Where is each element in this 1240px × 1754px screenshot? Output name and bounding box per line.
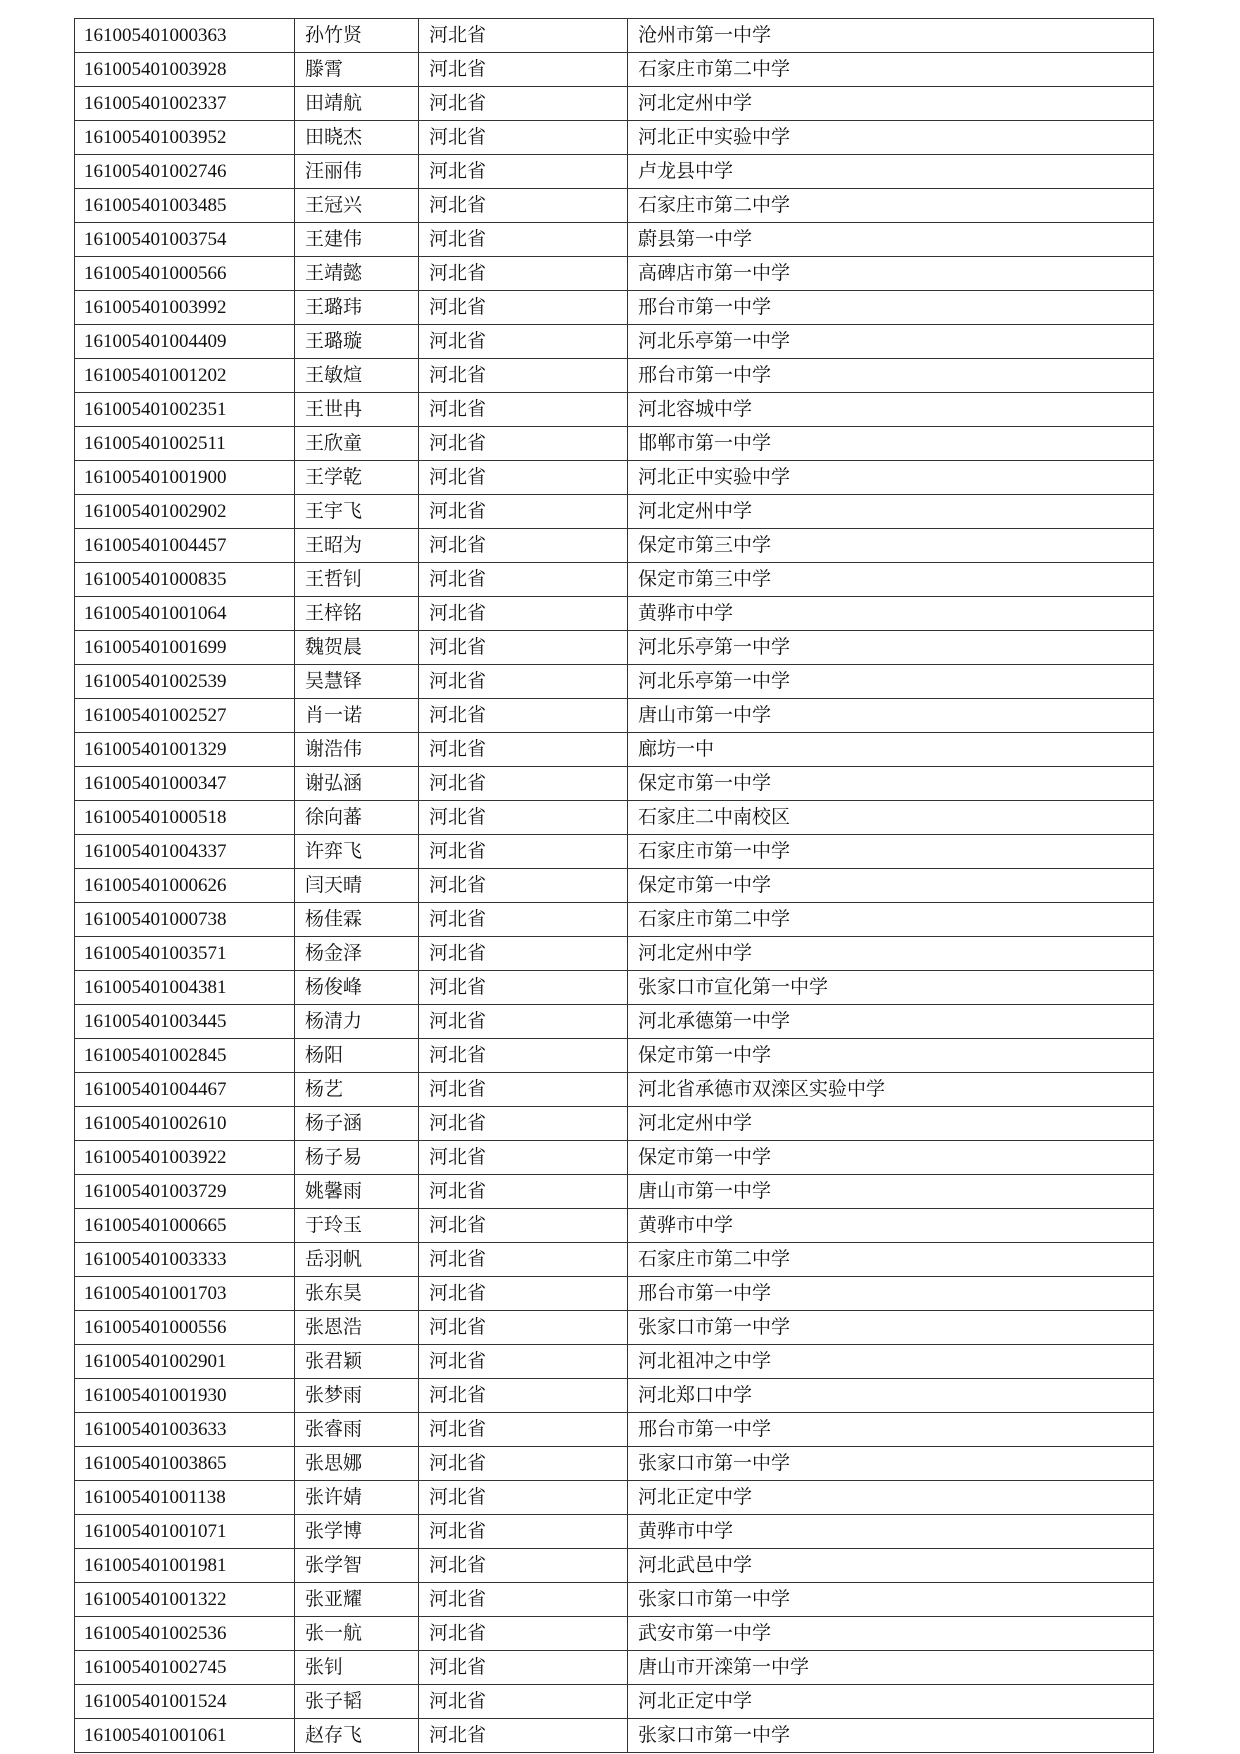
school-cell: 武安市第一中学	[628, 1617, 1154, 1651]
province-cell: 河北省	[419, 767, 628, 801]
province-cell: 河北省	[419, 597, 628, 631]
school-cell: 沧州市第一中学	[628, 19, 1154, 53]
candidate-id-cell: 161005401003633	[75, 1413, 295, 1447]
student-name-cell: 王世冉	[295, 393, 419, 427]
student-name-cell: 王学乾	[295, 461, 419, 495]
candidate-id-cell: 161005401004409	[75, 325, 295, 359]
school-cell: 河北正定中学	[628, 1685, 1154, 1719]
school-cell: 蔚县第一中学	[628, 223, 1154, 257]
province-cell: 河北省	[419, 495, 628, 529]
table-row	[75, 1107, 1154, 1141]
student-name-cell: 张亚耀	[295, 1583, 419, 1617]
province-cell: 河北省	[419, 1141, 628, 1175]
school-cell: 河北乐亭第一中学	[628, 325, 1154, 359]
student-name-cell: 王靖懿	[295, 257, 419, 291]
school-cell: 河北武邑中学	[628, 1549, 1154, 1583]
student-name-cell: 岳羽帆	[295, 1243, 419, 1277]
candidate-id-cell: 161005401002610	[75, 1107, 295, 1141]
roster-table	[74, 18, 1154, 1753]
student-name-cell: 谢浩伟	[295, 733, 419, 767]
school-cell: 河北正中实验中学	[628, 461, 1154, 495]
candidate-id-cell: 161005401001322	[75, 1583, 295, 1617]
candidate-id-cell: 161005401002539	[75, 665, 295, 699]
school-cell: 黄骅市中学	[628, 1515, 1154, 1549]
student-name-cell: 田靖航	[295, 87, 419, 121]
candidate-id-cell: 161005401002337	[75, 87, 295, 121]
school-cell: 河北定州中学	[628, 495, 1154, 529]
province-cell: 河北省	[419, 1549, 628, 1583]
student-name-cell: 谢弘涵	[295, 767, 419, 801]
province-cell: 河北省	[419, 1651, 628, 1685]
candidate-id-cell: 161005401003445	[75, 1005, 295, 1039]
province-cell: 河北省	[419, 87, 628, 121]
table-row	[75, 1277, 1154, 1311]
school-cell: 邢台市第一中学	[628, 359, 1154, 393]
student-name-cell: 徐向蕃	[295, 801, 419, 835]
student-name-cell: 张东昊	[295, 1277, 419, 1311]
table-row	[75, 869, 1154, 903]
student-name-cell: 王昭为	[295, 529, 419, 563]
candidate-id-cell: 161005401000556	[75, 1311, 295, 1345]
province-cell: 河北省	[419, 1107, 628, 1141]
student-name-cell: 张子韬	[295, 1685, 419, 1719]
table-row	[75, 1685, 1154, 1719]
candidate-id-cell: 161005401001061	[75, 1719, 295, 1753]
student-name-cell: 王哲钊	[295, 563, 419, 597]
candidate-id-cell: 161005401001524	[75, 1685, 295, 1719]
candidate-id-cell: 161005401000738	[75, 903, 295, 937]
candidate-id-cell: 161005401002845	[75, 1039, 295, 1073]
table-row	[75, 1413, 1154, 1447]
table-row	[75, 1617, 1154, 1651]
candidate-id-cell: 161005401001329	[75, 733, 295, 767]
table-row	[75, 257, 1154, 291]
province-cell: 河北省	[419, 801, 628, 835]
candidate-id-cell: 161005401001900	[75, 461, 295, 495]
candidate-id-cell: 161005401000347	[75, 767, 295, 801]
province-cell: 河北省	[419, 869, 628, 903]
student-name-cell: 姚馨雨	[295, 1175, 419, 1209]
table-row	[75, 665, 1154, 699]
table-row	[75, 1039, 1154, 1073]
province-cell: 河北省	[419, 427, 628, 461]
province-cell: 河北省	[419, 1515, 628, 1549]
school-cell: 张家口市第一中学	[628, 1583, 1154, 1617]
province-cell: 河北省	[419, 1345, 628, 1379]
province-cell: 河北省	[419, 325, 628, 359]
table-row	[75, 937, 1154, 971]
school-cell: 保定市第三中学	[628, 563, 1154, 597]
province-cell: 河北省	[419, 189, 628, 223]
student-name-cell: 于玲玉	[295, 1209, 419, 1243]
province-cell: 河北省	[419, 19, 628, 53]
school-cell: 河北郑口中学	[628, 1379, 1154, 1413]
province-cell: 河北省	[419, 1583, 628, 1617]
candidate-id-cell: 161005401001064	[75, 597, 295, 631]
province-cell: 河北省	[419, 835, 628, 869]
candidate-id-cell: 161005401002511	[75, 427, 295, 461]
student-name-cell: 王建伟	[295, 223, 419, 257]
province-cell: 河北省	[419, 733, 628, 767]
province-cell: 河北省	[419, 1175, 628, 1209]
province-cell: 河北省	[419, 1311, 628, 1345]
candidate-id-cell: 161005401001703	[75, 1277, 295, 1311]
table-row	[75, 19, 1154, 53]
province-cell: 河北省	[419, 1379, 628, 1413]
table-row	[75, 971, 1154, 1005]
student-name-cell: 王宇飞	[295, 495, 419, 529]
candidate-id-cell: 161005401001071	[75, 1515, 295, 1549]
candidate-id-cell: 161005401000518	[75, 801, 295, 835]
province-cell: 河北省	[419, 1685, 628, 1719]
student-name-cell: 汪丽伟	[295, 155, 419, 189]
candidate-id-cell: 161005401004467	[75, 1073, 295, 1107]
province-cell: 河北省	[419, 1447, 628, 1481]
school-cell: 石家庄二中南校区	[628, 801, 1154, 835]
table-row	[75, 53, 1154, 87]
school-cell: 卢龙县中学	[628, 155, 1154, 189]
province-cell: 河北省	[419, 53, 628, 87]
province-cell: 河北省	[419, 1481, 628, 1515]
candidate-id-cell: 161005401000363	[75, 19, 295, 53]
candidate-id-cell: 161005401002901	[75, 1345, 295, 1379]
school-cell: 河北定州中学	[628, 87, 1154, 121]
candidate-id-cell: 161005401000626	[75, 869, 295, 903]
table-row	[75, 87, 1154, 121]
table-row	[75, 1515, 1154, 1549]
table-row	[75, 1447, 1154, 1481]
student-name-cell: 王璐玮	[295, 291, 419, 325]
student-name-cell: 杨艺	[295, 1073, 419, 1107]
candidate-id-cell: 161005401001138	[75, 1481, 295, 1515]
province-cell: 河北省	[419, 461, 628, 495]
school-cell: 河北定州中学	[628, 1107, 1154, 1141]
student-name-cell: 滕霄	[295, 53, 419, 87]
table-row	[75, 835, 1154, 869]
table-row	[75, 189, 1154, 223]
candidate-id-cell: 161005401003992	[75, 291, 295, 325]
student-name-cell: 闫天晴	[295, 869, 419, 903]
candidate-id-cell: 161005401000835	[75, 563, 295, 597]
province-cell: 河北省	[419, 631, 628, 665]
school-cell: 石家庄市第二中学	[628, 903, 1154, 937]
school-cell: 邢台市第一中学	[628, 1413, 1154, 1447]
table-row	[75, 699, 1154, 733]
province-cell: 河北省	[419, 903, 628, 937]
student-name-cell: 张学智	[295, 1549, 419, 1583]
province-cell: 河北省	[419, 699, 628, 733]
school-cell: 河北祖冲之中学	[628, 1345, 1154, 1379]
table-row	[75, 903, 1154, 937]
table-row	[75, 155, 1154, 189]
candidate-id-cell: 161005401002351	[75, 393, 295, 427]
student-name-cell: 魏贺晨	[295, 631, 419, 665]
candidate-id-cell: 161005401001699	[75, 631, 295, 665]
student-name-cell: 张学博	[295, 1515, 419, 1549]
student-name-cell: 王冠兴	[295, 189, 419, 223]
table-row	[75, 427, 1154, 461]
student-name-cell: 孙竹贤	[295, 19, 419, 53]
province-cell: 河北省	[419, 155, 628, 189]
candidate-id-cell: 161005401000566	[75, 257, 295, 291]
table-row	[75, 1583, 1154, 1617]
province-cell: 河北省	[419, 121, 628, 155]
table-row	[75, 1141, 1154, 1175]
table-row	[75, 1719, 1154, 1753]
table-row	[75, 223, 1154, 257]
candidate-id-cell: 161005401003571	[75, 937, 295, 971]
student-name-cell: 田晓杰	[295, 121, 419, 155]
student-name-cell: 赵存飞	[295, 1719, 419, 1753]
student-name-cell: 张梦雨	[295, 1379, 419, 1413]
province-cell: 河北省	[419, 937, 628, 971]
table-row	[75, 393, 1154, 427]
province-cell: 河北省	[419, 1073, 628, 1107]
province-cell: 河北省	[419, 1243, 628, 1277]
table-row	[75, 597, 1154, 631]
student-name-cell: 肖一诺	[295, 699, 419, 733]
school-cell: 河北正中实验中学	[628, 121, 1154, 155]
student-name-cell: 杨金泽	[295, 937, 419, 971]
table-row	[75, 801, 1154, 835]
table-row	[75, 1209, 1154, 1243]
roster-table-container	[74, 18, 1153, 1753]
table-row	[75, 325, 1154, 359]
student-name-cell: 张一航	[295, 1617, 419, 1651]
table-row	[75, 461, 1154, 495]
table-row	[75, 733, 1154, 767]
student-name-cell: 张思娜	[295, 1447, 419, 1481]
school-cell: 唐山市第一中学	[628, 699, 1154, 733]
candidate-id-cell: 161005401004457	[75, 529, 295, 563]
school-cell: 高碑店市第一中学	[628, 257, 1154, 291]
candidate-id-cell: 161005401001981	[75, 1549, 295, 1583]
student-name-cell: 张许婧	[295, 1481, 419, 1515]
candidate-id-cell: 161005401003928	[75, 53, 295, 87]
candidate-id-cell: 161005401001930	[75, 1379, 295, 1413]
school-cell: 张家口市第一中学	[628, 1447, 1154, 1481]
student-name-cell: 张睿雨	[295, 1413, 419, 1447]
candidate-id-cell: 161005401002536	[75, 1617, 295, 1651]
school-cell: 河北省承德市双滦区实验中学	[628, 1073, 1154, 1107]
school-cell: 石家庄市第二中学	[628, 1243, 1154, 1277]
student-name-cell: 许弈飞	[295, 835, 419, 869]
province-cell: 河北省	[419, 393, 628, 427]
student-name-cell: 王敏煊	[295, 359, 419, 393]
school-cell: 河北定州中学	[628, 937, 1154, 971]
student-name-cell: 杨清力	[295, 1005, 419, 1039]
candidate-id-cell: 161005401000665	[75, 1209, 295, 1243]
school-cell: 河北乐亭第一中学	[628, 631, 1154, 665]
candidate-id-cell: 161005401002527	[75, 699, 295, 733]
student-name-cell: 王梓铭	[295, 597, 419, 631]
table-row	[75, 529, 1154, 563]
table-row	[75, 1549, 1154, 1583]
candidate-id-cell: 161005401003922	[75, 1141, 295, 1175]
table-row	[75, 631, 1154, 665]
school-cell: 石家庄市第二中学	[628, 189, 1154, 223]
school-cell: 邢台市第一中学	[628, 1277, 1154, 1311]
table-row	[75, 121, 1154, 155]
table-row	[75, 291, 1154, 325]
school-cell: 保定市第一中学	[628, 767, 1154, 801]
table-row	[75, 1481, 1154, 1515]
school-cell: 河北容城中学	[628, 393, 1154, 427]
school-cell: 石家庄市第二中学	[628, 53, 1154, 87]
province-cell: 河北省	[419, 257, 628, 291]
table-row	[75, 563, 1154, 597]
school-cell: 保定市第三中学	[628, 529, 1154, 563]
student-name-cell: 杨佳霖	[295, 903, 419, 937]
candidate-id-cell: 161005401001202	[75, 359, 295, 393]
table-row	[75, 359, 1154, 393]
table-row	[75, 1243, 1154, 1277]
school-cell: 保定市第一中学	[628, 869, 1154, 903]
school-cell: 保定市第一中学	[628, 1141, 1154, 1175]
table-row	[75, 1345, 1154, 1379]
province-cell: 河北省	[419, 291, 628, 325]
student-name-cell: 杨俊峰	[295, 971, 419, 1005]
table-row	[75, 1005, 1154, 1039]
student-name-cell: 张恩浩	[295, 1311, 419, 1345]
candidate-id-cell: 161005401003485	[75, 189, 295, 223]
student-name-cell: 张钊	[295, 1651, 419, 1685]
table-row	[75, 495, 1154, 529]
province-cell: 河北省	[419, 223, 628, 257]
candidate-id-cell: 161005401002746	[75, 155, 295, 189]
province-cell: 河北省	[419, 1209, 628, 1243]
candidate-id-cell: 161005401003754	[75, 223, 295, 257]
school-cell: 石家庄市第一中学	[628, 835, 1154, 869]
school-cell: 河北承德第一中学	[628, 1005, 1154, 1039]
candidate-id-cell: 161005401002902	[75, 495, 295, 529]
province-cell: 河北省	[419, 529, 628, 563]
candidate-id-cell: 161005401003333	[75, 1243, 295, 1277]
student-name-cell: 王璐璇	[295, 325, 419, 359]
school-cell: 张家口市宣化第一中学	[628, 971, 1154, 1005]
school-cell: 廊坊一中	[628, 733, 1154, 767]
table-row	[75, 1175, 1154, 1209]
province-cell: 河北省	[419, 971, 628, 1005]
school-cell: 河北正定中学	[628, 1481, 1154, 1515]
candidate-id-cell: 161005401004337	[75, 835, 295, 869]
candidate-id-cell: 161005401003952	[75, 121, 295, 155]
table-row	[75, 1311, 1154, 1345]
student-name-cell: 杨阳	[295, 1039, 419, 1073]
student-name-cell: 杨子易	[295, 1141, 419, 1175]
province-cell: 河北省	[419, 1005, 628, 1039]
roster-table-body	[75, 19, 1154, 1753]
school-cell: 唐山市开滦第一中学	[628, 1651, 1154, 1685]
province-cell: 河北省	[419, 1719, 628, 1753]
candidate-id-cell: 161005401003865	[75, 1447, 295, 1481]
student-name-cell: 杨子涵	[295, 1107, 419, 1141]
table-row	[75, 1651, 1154, 1685]
school-cell: 张家口市第一中学	[628, 1311, 1154, 1345]
student-name-cell: 王欣童	[295, 427, 419, 461]
school-cell: 邢台市第一中学	[628, 291, 1154, 325]
school-cell: 河北乐亭第一中学	[628, 665, 1154, 699]
candidate-id-cell: 161005401002745	[75, 1651, 295, 1685]
candidate-id-cell: 161005401003729	[75, 1175, 295, 1209]
school-cell: 黄骅市中学	[628, 597, 1154, 631]
student-name-cell: 吴慧铎	[295, 665, 419, 699]
table-row	[75, 1073, 1154, 1107]
school-cell: 张家口市第一中学	[628, 1719, 1154, 1753]
candidate-id-cell: 161005401004381	[75, 971, 295, 1005]
province-cell: 河北省	[419, 1277, 628, 1311]
school-cell: 唐山市第一中学	[628, 1175, 1154, 1209]
table-row	[75, 767, 1154, 801]
table-row	[75, 1379, 1154, 1413]
school-cell: 邯郸市第一中学	[628, 427, 1154, 461]
province-cell: 河北省	[419, 1039, 628, 1073]
student-name-cell: 张君颖	[295, 1345, 419, 1379]
province-cell: 河北省	[419, 563, 628, 597]
province-cell: 河北省	[419, 1413, 628, 1447]
province-cell: 河北省	[419, 1617, 628, 1651]
province-cell: 河北省	[419, 359, 628, 393]
school-cell: 黄骅市中学	[628, 1209, 1154, 1243]
province-cell: 河北省	[419, 665, 628, 699]
school-cell: 保定市第一中学	[628, 1039, 1154, 1073]
